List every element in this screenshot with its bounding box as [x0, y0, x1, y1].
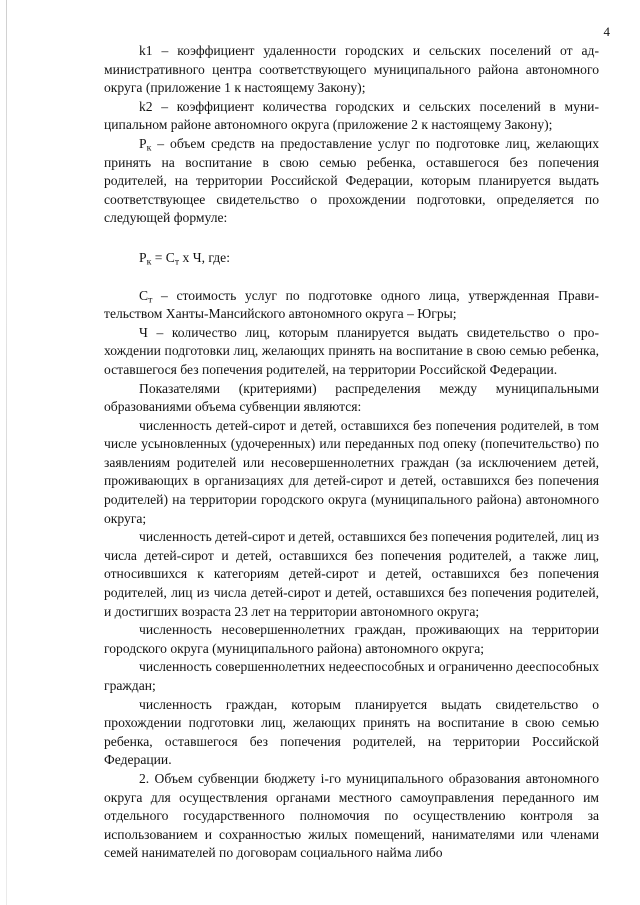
symbol-ct: С: [139, 287, 149, 303]
symbol-pk: Р: [139, 135, 147, 151]
formula-middle: = С: [151, 249, 175, 265]
symbol-pk-subscript: к: [146, 142, 152, 154]
formula-left: Р: [139, 249, 147, 265]
paragraph-ch-definition: Ч – количество лиц, которым планируется выдать свидетельство о прохождении подготовки лиц, желающих принять на воспитание в свою семью ребенка, оставшегося без попечения родителей, на территории Российской Федерации.: [104, 324, 599, 377]
formula-left-subscript: к: [146, 256, 152, 268]
scan-edge-artifact: [6, 0, 7, 905]
paragraph-ct-definition: [104, 287, 599, 324]
paragraph-pk-definition: [104, 135, 599, 228]
paragraph-criterion-4: численность совершеннолетних недееспособных и ограниченно дееспособных граждан;: [104, 659, 599, 693]
paragraph-criterion-1: численность детей-сирот и детей, оставшихся без попечения родителей, в том числе усыновленных (удочеренных) или переданных под опеку (попечительство) по заявлениям родителей или несовершеннолетних граждан (за исключением детей, проживающих в организациях для детей-сирот и детей, оставшихся без попечения родителей) на территории городского округа (муниципального района) автономного округа;: [104, 417, 599, 526]
page-number: 4: [603, 24, 610, 39]
paragraph-k1: k1 – коэффициент удаленности городских и сельских поселений от административного центра соответствующего муниципального района автономного округа (приложение 1 к настоящему Закону);: [104, 43, 599, 96]
paragraph-section-2: 2. Объем субвенции бюджету i-го муниципального образования автономного округа для осуществления органами местного самоуправления переданного им отдельного государственного полномочия по осуществлению контроля за использованием и сохранностью жилых помещений, нанимателями или членами семей нанимателей по договорам социального найма либо: [104, 770, 599, 861]
symbol-ct-subscript: т: [148, 293, 153, 305]
paragraph-pk-text: – объем средств на предоставление услуг по подготовке лиц, желающих принять на воспитание в свою семью ребенка, оставшегося без попечения родителей, на территории Российской Федерации, которым планируется выдать соответствующее свидетельство о прохождении подготовки, определяется по следующей формуле:: [104, 135, 599, 226]
formula-right: х Ч, где:: [179, 249, 230, 265]
paragraph-criterion-3: численность несовершеннолетних граждан, проживающих на территории городского округа (муниципального района) автономного округа;: [104, 622, 599, 656]
paragraph-criteria-intro: Показателями (критериями) распределения между муниципальными образованиями объема субвенции являются:: [104, 380, 599, 415]
paragraph-criterion-5: численность граждан, которым планируется выдать свидетельство о прохождении подготовки лиц, желающих принять на воспитание в свою семью ребенка, оставшегося без попечения родителей, на территории Российской Федерации.: [104, 696, 599, 768]
paragraph-criterion-2: численность детей-сирот и детей, оставшихся без попечения родителей, лиц из числа детей-сирот и детей, оставшихся без попечения родителей, а также лиц, относившихся к категориям детей-сирот и детей, оставшихся без попечения родителей, лиц из числа детей-сирот и детей, оставшихся без попечения родителей, и достигших возраста 23 лет на территории автономного округа;: [104, 529, 599, 619]
document-body: [104, 42, 599, 863]
formula: [104, 249, 599, 268]
formula-middle-subscript: т: [174, 256, 180, 268]
paragraph-ct-text: – стоимость услуг по подготовке одного лица, утвержденная Правительством Ханты-Мансийского автономного округа – Югры;: [104, 287, 599, 322]
paragraph-k2: k2 – коэффициент количества городских и сельских поселений в муниципальном районе автономного округа (приложение 2 к настоящему Закону);: [104, 98, 599, 133]
